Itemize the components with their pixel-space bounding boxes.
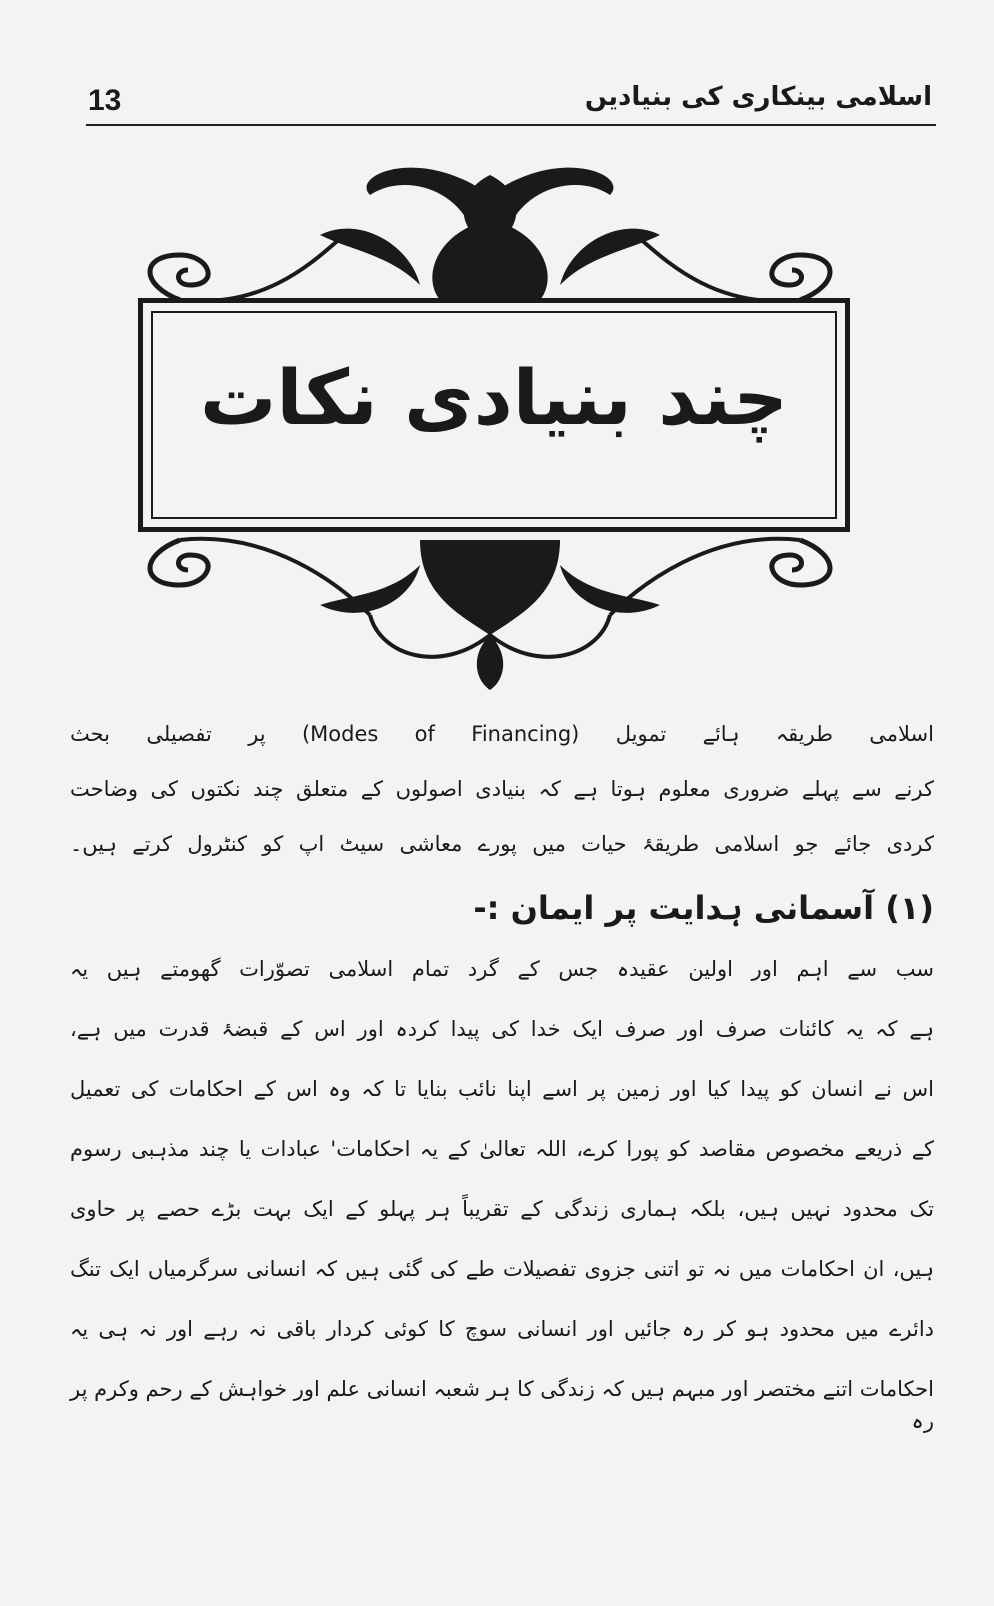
body-line: ہیں، ان احکامات میں نہ تو اتنی جزوی تفصیلات طے کی گئی ہیں کہ انسانی سرگرمیاں ایک تنگ: [70, 1257, 934, 1281]
chapter-title: چند بنیادی نکات: [199, 353, 789, 442]
page-number: 13: [88, 84, 122, 117]
body-line: ہے کہ یہ کائنات صرف اور صرف ایک خدا کی پیدا کردہ اور اس کے قبضۂ قدرت میں ہے،: [70, 1017, 934, 1041]
body-line: دائرے میں محدود ہو کر رہ جائیں اور انسانی سوچ کا کوئی کردار باقی نہ رہے اور نہ ہی یہ: [70, 1317, 934, 1341]
intro-line-2: کرنے سے پہلے ضروری معلوم ہوتا ہے کہ بنیادی اصولوں کے متعلق چند نکتوں کی وضاحت: [70, 777, 934, 801]
body-line: سب سے اہم اور اولین عقیدہ جس کے گرد تمام اسلامی تصوّرات گھومتے ہیں یہ: [70, 957, 934, 981]
intro-line-3: کردی جائے جو اسلامی طریقۂ حیات میں پورے معاشی سیٹ اپ کو کنٹرول کرتے ہیں۔: [70, 832, 934, 856]
body-line: اس نے انسان کو پیدا کیا اور زمین پر اسے اپنا نائب بنایا تا کہ وہ اس کے احکامات کی تعمیل: [70, 1077, 934, 1101]
body-line: کے ذریعے مخصوص مقاصد کو پورا کرے، اللہ تعالیٰ کے یہ احکامات' عبادات یا چند مذہبی رسوم: [70, 1137, 934, 1161]
body-line: تک محدود نہیں ہیں، بلکہ ہماری زندگی کے تقریباً ہر پہلو کے ایک بہت بڑے حصے پر حاوی: [70, 1197, 934, 1221]
page-body: [70, 712, 934, 1437]
header-rule: [86, 124, 936, 126]
intro-line-1: اسلامی طریقہ ہائے تمویل (Modes of Financing) پر تفصیلی بحث: [70, 722, 934, 746]
body-line: احکامات اتنے مختصر اور مبہم ہیں کہ زندگی کا ہر شعبہ انسانی علم اور خواہش کے رحم وکرم پر رہ: [70, 1377, 934, 1433]
chapter-title-box: [138, 298, 850, 532]
running-title: اسلامی بینکاری کی بنیادیں: [584, 82, 932, 112]
section-heading: (۱) آسمانی ہدایت پر ایمان :-: [473, 889, 934, 927]
